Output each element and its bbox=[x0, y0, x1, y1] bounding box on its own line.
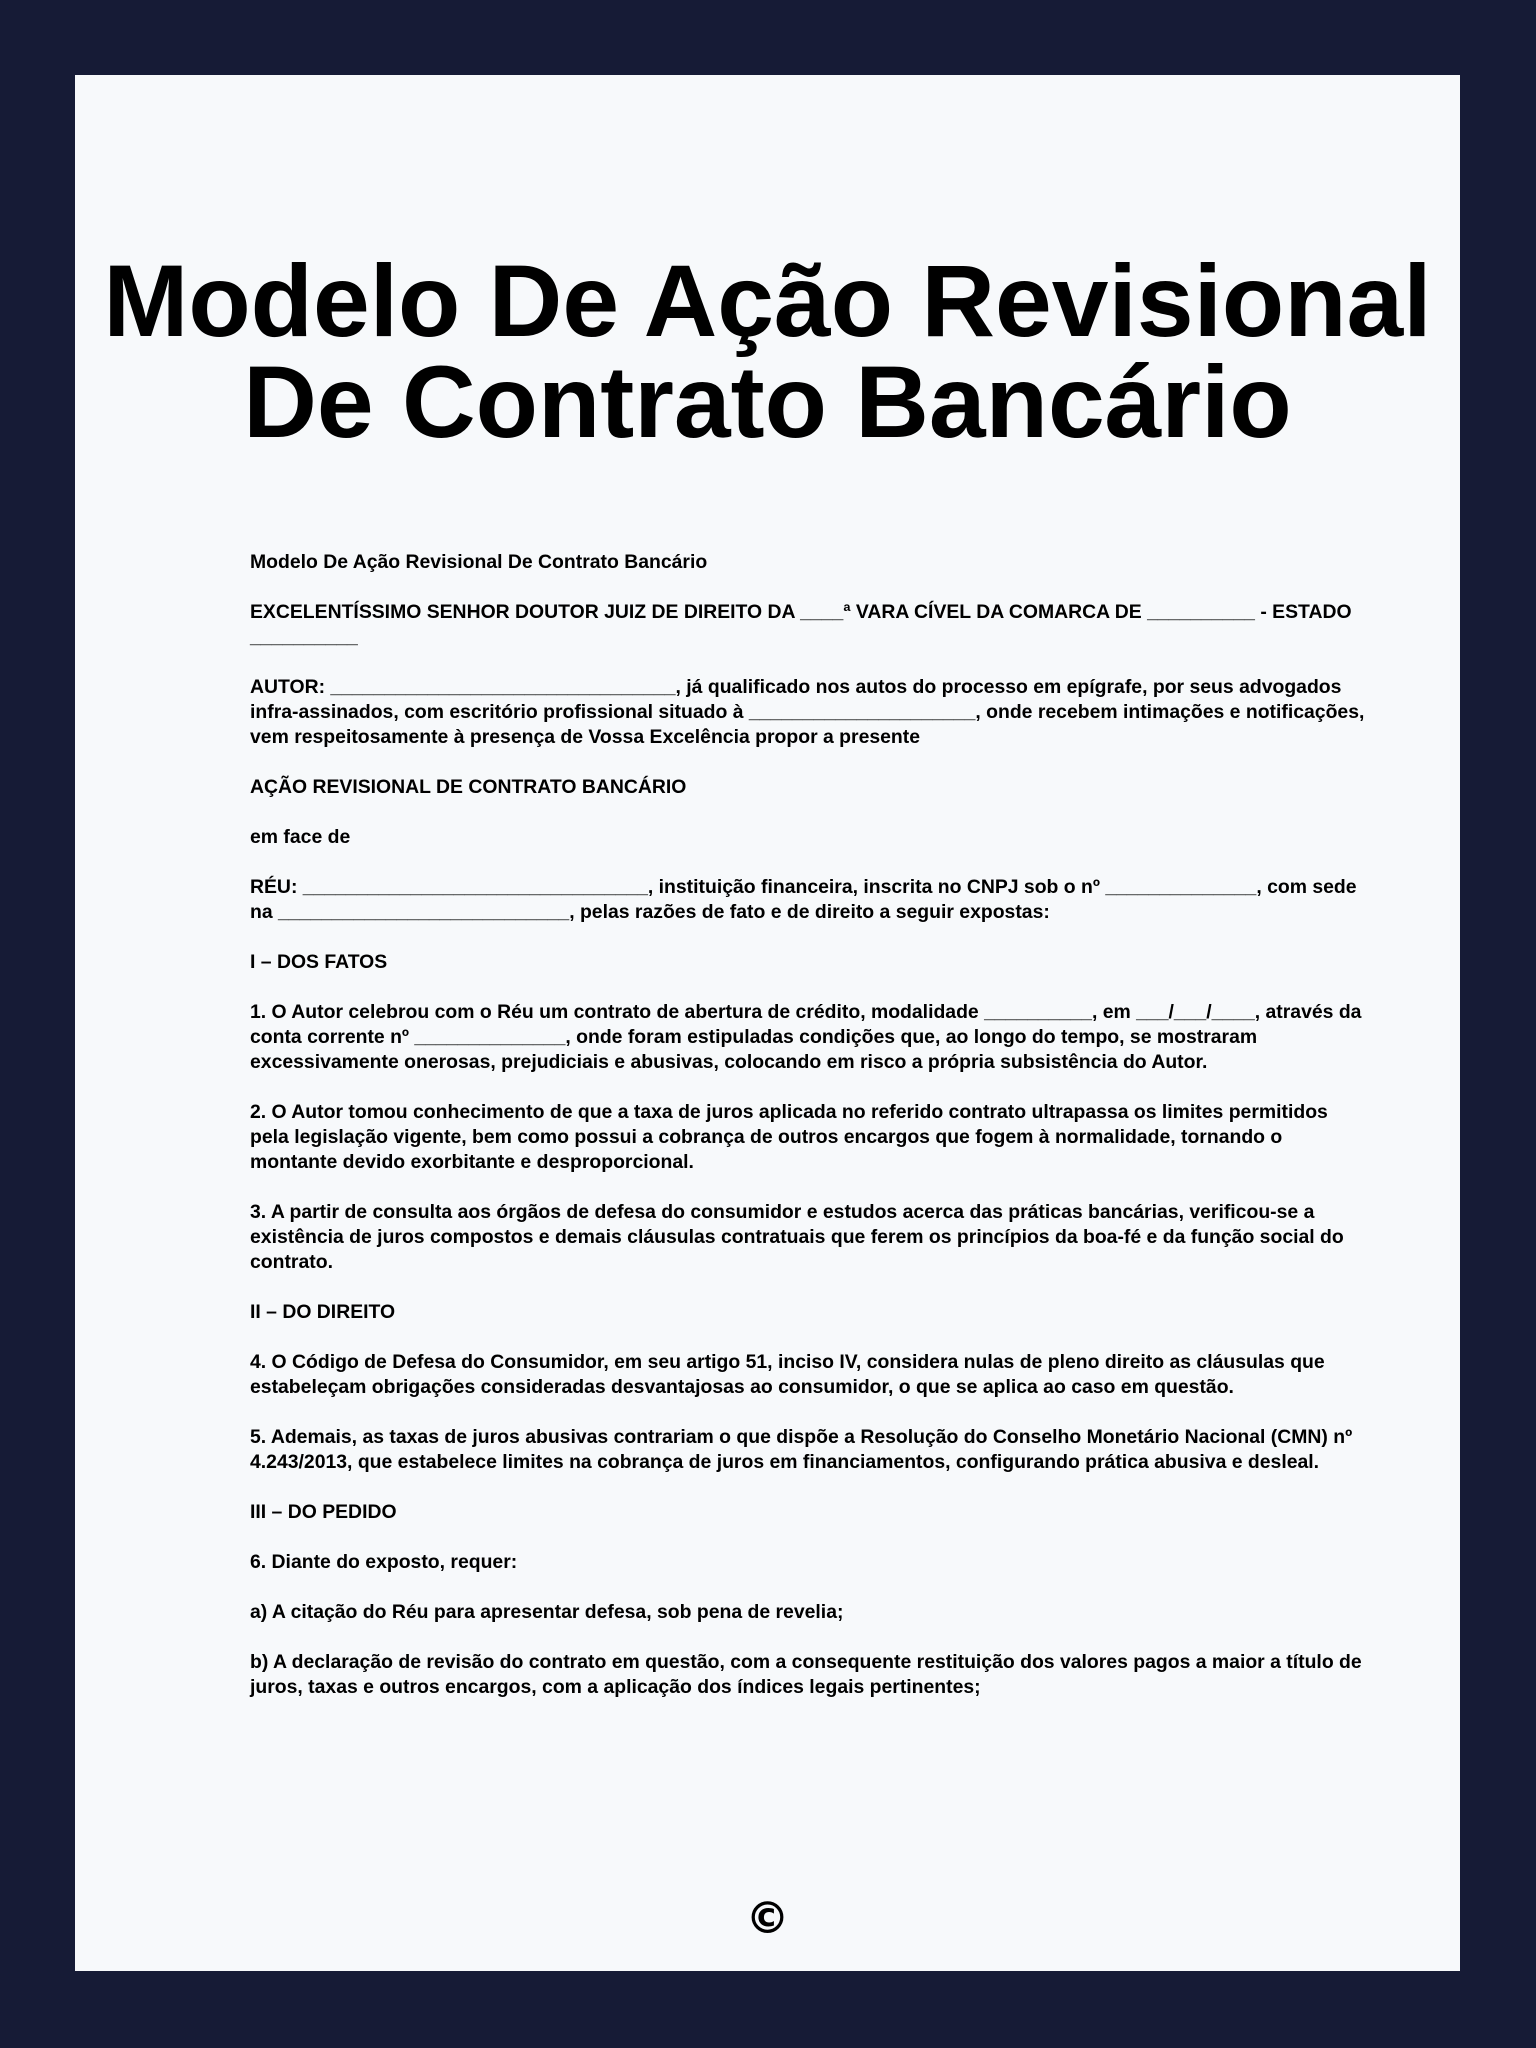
paragraph-1: 1. O Autor celebrou com o Réu um contrato de abertura de crédito, modalidade __________, em ___/___/____, através da conta corrente nº ______________, onde foram estipuladas condições que, ao longo do tempo, se mostraram excessivamente onerosas, prejudiciais e abusivas, colocando em risco a própria subsistência do Autor. bbox=[250, 1001, 1362, 1073]
court-address: EXCELENTÍSSIMO SENHOR DOUTOR JUIZ DE DIREITO DA ____ª VARA CÍVEL DA COMARCA DE __________ - ESTADO __________ bbox=[250, 601, 1352, 648]
section-heading-facts: I – DOS FATOS bbox=[250, 951, 388, 973]
document-page bbox=[75, 75, 1460, 1971]
request-item-b: b) A declaração de revisão do contrato em questão, com a consequente restituição dos valores pagos a maior a título de juros, taxas e outros encargos, com a aplicação dos índices legais pertinentes; bbox=[250, 1651, 1362, 1698]
section-heading-request: III – DO PEDIDO bbox=[250, 1501, 397, 1523]
copyright-icon: © bbox=[745, 1893, 790, 1944]
author-qualification: AUTOR: ________________________________, já qualificado nos autos do processo em epígrafe, por seus advogados infra-assinados, com escritório profissional situado à _____________________, onde recebem intimações e notificações, vem respeitosamente à presença de Vossa Excelência propor a presente bbox=[250, 676, 1365, 748]
document-title-line-1: Modelo De Ação Revisional bbox=[103, 244, 1432, 358]
section-heading-law: II – DO DIREITO bbox=[250, 1301, 396, 1323]
doc-heading: Modelo De Ação Revisional De Contrato Bancário bbox=[250, 551, 708, 573]
document-title-line-2: De Contrato Bancário bbox=[243, 345, 1292, 459]
paragraph-2: 2. O Autor tomou conhecimento de que a taxa de juros aplicada no referido contrato ultrapassa os limites permitidos pela legislação vigente, bem como possui a cobrança de outros encargos que fogem à normalidade, tornando o montante devido exorbitante e desproporcional. bbox=[250, 1101, 1328, 1173]
paragraph-5: 5. Ademais, as taxas de juros abusivas contrariam o que dispõe a Resolução do Conselho Monetário Nacional (CMN) nº 4.243/2013, que estabelece limites na cobrança de juros em financiamentos, configurando prática abusiva e desleal. bbox=[250, 1426, 1353, 1473]
document-title bbox=[75, 244, 1460, 459]
paragraph-4: 4. O Código de Defesa do Consumidor, em seu artigo 51, inciso IV, considera nulas de pleno direito as cláusulas que estabeleçam obrigações consideradas desvantajosas ao consumidor, o que se aplica ao caso em questão. bbox=[250, 1351, 1325, 1398]
paragraph-6: 6. Diante do exposto, requer: bbox=[250, 1551, 518, 1573]
paragraph-3: 3. A partir de consulta aos órgãos de defesa do consumidor e estudos acerca das práticas bancárias, verificou-se a existência de juros compostos e demais cláusulas contratuais que ferem os princípios da boa-fé e da função social do contrato. bbox=[250, 1201, 1344, 1273]
action-name: AÇÃO REVISIONAL DE CONTRATO BANCÁRIO bbox=[250, 776, 687, 798]
request-item-a: a) A citação do Réu para apresentar defesa, sob pena de revelia; bbox=[250, 1601, 844, 1623]
defendant-qualification: RÉU: ________________________________, instituição financeira, inscrita no CNPJ sob o nº ______________, com sede na ___________________________, pelas razões de fato e de direito a seguir expostas: bbox=[250, 876, 1357, 923]
in-face-of: em face de bbox=[250, 826, 351, 848]
document-body bbox=[250, 550, 1370, 1725]
